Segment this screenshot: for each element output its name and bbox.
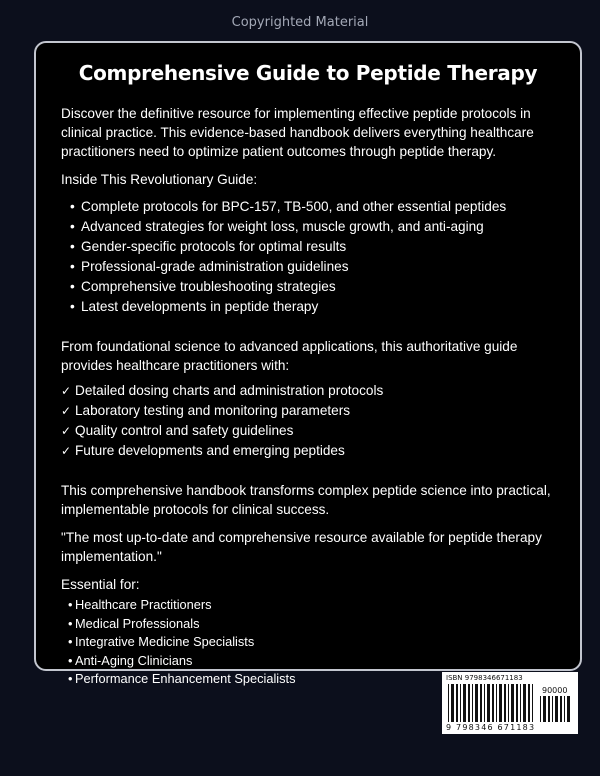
barcode-main-bars <box>448 684 536 722</box>
list-item: • Anti-Aging Clinicians <box>61 652 555 671</box>
bullet-icon: • <box>70 279 75 294</box>
list-item: ✓ Detailed dosing charts and administration protocols <box>61 381 555 401</box>
isbn-digits: 9 798346 671183 <box>446 723 536 732</box>
barcode-bar <box>460 684 461 722</box>
list-item: ✓ Laboratory testing and monitoring parameters <box>61 401 555 421</box>
bullet-icon: • <box>70 259 75 274</box>
bullet-icon: • <box>70 199 75 214</box>
isbn-barcode <box>442 672 578 734</box>
barcode-bar <box>564 696 565 722</box>
list-item: • Medical Professionals <box>61 615 555 634</box>
bullet-icon: • <box>68 652 73 668</box>
barcode-bar <box>468 684 470 722</box>
list-item: ✓ Future developments and emerging peptides <box>61 441 555 461</box>
list-item: • Performance Enhancement Specialists <box>61 670 555 689</box>
barcode-bar <box>484 684 485 722</box>
checkmark-icon: ✓ <box>61 444 72 458</box>
barcode-bar <box>567 696 570 722</box>
intro-paragraph: Discover the definitive resource for implementing effective peptide protocols in clinical practice. This evidence-based handbook delivers everything healthcare practitioners need to optimize patient outcomes through peptide therapy. <box>61 106 534 159</box>
list-item: • Professional-grade administration guidelines <box>61 257 555 277</box>
barcode-bar <box>504 684 506 722</box>
barcode-bar <box>496 684 497 722</box>
transform-paragraph: This comprehensive handbook transforms complex peptide science into practical, implementable protocols for clinical success. <box>61 483 551 517</box>
barcode-bar <box>463 684 466 722</box>
isbn-label: ISBN 9798346671183 <box>446 674 523 682</box>
barcode-bar <box>475 684 478 722</box>
price-code: 90000 <box>542 686 568 695</box>
barcode-bar <box>487 684 490 722</box>
bullet-icon: • <box>70 239 75 254</box>
bullet-icon: • <box>70 219 75 234</box>
list-item: • Comprehensive troubleshooting strategies <box>61 277 555 297</box>
barcode-bar <box>456 684 458 722</box>
barcode-bar <box>552 696 553 722</box>
barcode-bar <box>472 684 473 722</box>
quote-paragraph: "The most up-to-date and comprehensive resource available for peptide therapy implementation." <box>61 530 542 564</box>
barcode-bar <box>532 684 533 722</box>
checkmark-icon: ✓ <box>61 384 72 398</box>
list-item: • Healthcare Practitioners <box>61 596 555 615</box>
check-list <box>61 381 555 461</box>
bullet-icon: • <box>70 299 75 314</box>
essential-heading: Essential for: <box>61 577 140 592</box>
copyright-watermark-top: Copyrighted Material <box>231 15 369 30</box>
barcode-bar <box>523 684 526 722</box>
checkmark-icon: ✓ <box>61 404 72 418</box>
inside-list <box>61 197 555 317</box>
barcode-bar <box>499 684 502 722</box>
bullet-icon: • <box>68 671 73 686</box>
barcode-bar <box>480 684 482 722</box>
book-title: Comprehensive Guide to Peptide Therapy <box>78 61 538 85</box>
barcode-bar <box>543 696 546 722</box>
bullet-icon: • <box>68 615 73 631</box>
list-item: • Complete protocols for BPC-157, TB-500, and other essential peptides <box>61 197 555 217</box>
list-item: • Latest developments in peptide therapy <box>61 297 555 317</box>
foundational-paragraph: From foundational science to advanced applications, this authoritative guide provides healthcare practitioners with: <box>61 339 518 373</box>
list-item: ✓ Quality control and safety guidelines <box>61 421 555 441</box>
barcode-bar <box>520 684 521 722</box>
barcode-bar <box>448 684 449 722</box>
barcode-bar <box>548 696 550 722</box>
barcode-bar <box>540 696 541 722</box>
barcode-bar <box>451 684 454 722</box>
bullet-icon: • <box>68 634 73 649</box>
list-item: • Integrative Medicine Specialists <box>61 633 555 652</box>
barcode-addon-bars <box>540 696 572 722</box>
list-item: • Advanced strategies for weight loss, muscle growth, and anti-aging <box>61 217 555 237</box>
bullet-icon: • <box>68 597 73 612</box>
list-item: • Gender-specific protocols for optimal results <box>61 237 555 257</box>
barcode-bar <box>516 684 518 722</box>
barcode-bar <box>508 684 509 722</box>
barcode-bar <box>511 684 514 722</box>
barcode-bar <box>555 696 558 722</box>
barcode-bar <box>528 684 530 722</box>
barcode-bar <box>492 684 494 722</box>
barcode-bar <box>560 696 562 722</box>
inside-heading: Inside This Revolutionary Guide: <box>61 172 258 187</box>
checkmark-icon: ✓ <box>61 424 72 438</box>
